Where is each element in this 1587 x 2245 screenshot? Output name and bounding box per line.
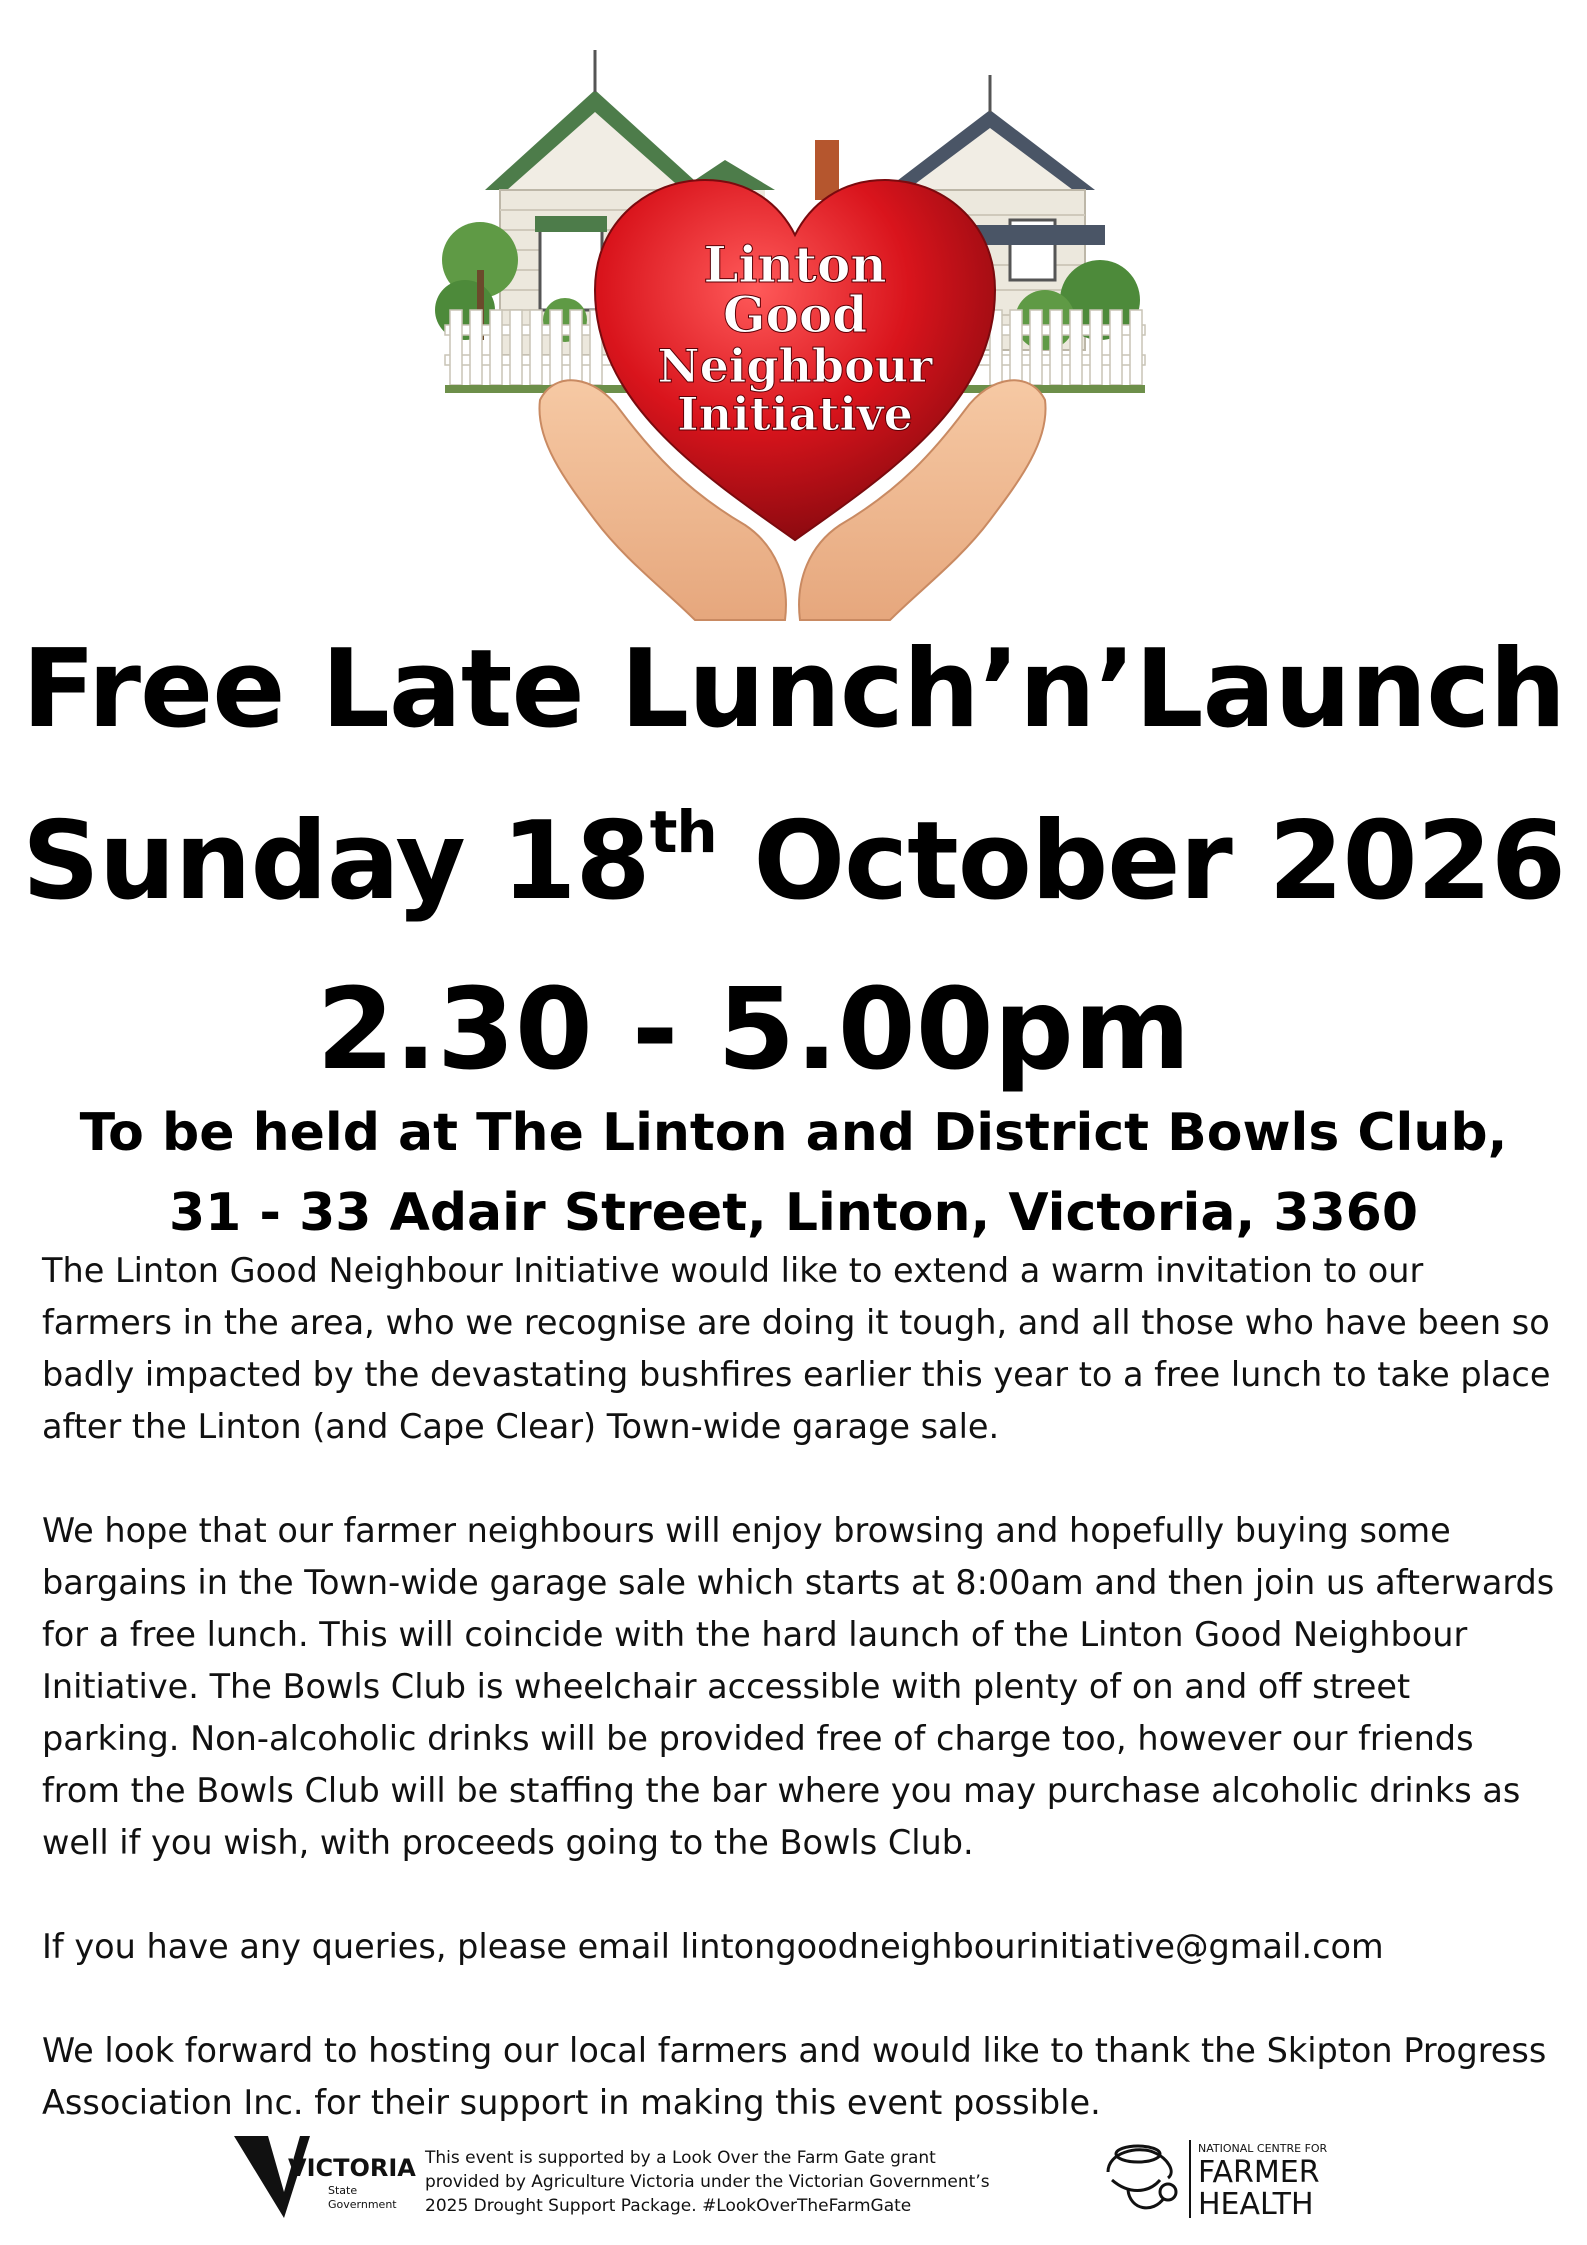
event-venue: To be held at The Linton and District Bowls Club,: [79, 1103, 1508, 1163]
body-paragraph-4: We look forward to hosting our local farmers and would like to thank the Skipton Progress Association Inc. for their support in making this event possible.: [42, 2031, 1547, 2122]
event-date-suffix: th: [649, 798, 717, 866]
event-title: Free Late Lunch’n’Launch: [21, 627, 1566, 752]
event-time: 2.30 - 5.00pm: [316, 965, 1191, 1095]
ncfh-health: HEALTH: [1198, 2187, 1314, 2222]
victoria-government-logo: [232, 2134, 416, 2218]
body-paragraph-3: If you have any queries, please email lintongoodneighbourinitiative@gmail.com: [42, 1927, 1384, 1966]
footer: [0, 2118, 1587, 2238]
vic-logo-text: VICTORIA: [288, 2154, 416, 2182]
grant-line-2: provided by Agriculture Victoria under the Victorian Government’s: [425, 2172, 990, 2192]
vic-state: State: [328, 2184, 358, 2197]
logo-line-3: Neighbour: [657, 339, 933, 393]
logo-line-2: Good: [722, 285, 868, 344]
national-centre-farmer-health-logo: [1098, 2132, 1358, 2222]
linton-good-neighbour-logo: [445, 20, 1145, 630]
vic-government: Government: [328, 2198, 397, 2211]
farmer-stethoscope-icon: [1108, 2146, 1176, 2208]
body-paragraph-2: We hope that our farmer neighbours will enjoy browsing and hopefully buying some bargains in the Town-wide garage sale which starts at 8:00am and then join us afterwards for a free lunch. This will coincide with the hard launch of the Linton Good Neighbour Initiative. The Bowls Club is wheelchair accessible with plenty of on and off street parking. Non-alcoholic drinks will be provided free of charge too, however our friends from the Bowls Club will be staffing the bar where you may purchase alcoholic drinks as well if you wish, with proceeds going to the Bowls Club.: [42, 1511, 1555, 1862]
grant-line-1: This event is supported by a Look Over the Farm Gate grant: [425, 2148, 936, 2168]
invitation-body: [42, 1245, 1557, 2181]
logo-line-1: Linton: [703, 235, 887, 294]
body-paragraph-1: The Linton Good Neighbour Initiative would like to extend a warm invitation to our farmers in the area, who we recognise are doing it tough, and all those who have been so badly impacted by the devastating bushfires earlier this year to a free lunch to take place after the Linton (and Cape Clear) Town-wide garage sale.: [42, 1251, 1551, 1446]
event-address: 31 - 33 Adair Street, Linton, Victoria, 3360: [168, 1183, 1419, 1243]
grant-statement: [425, 2146, 1085, 2218]
ncfh-small: NATIONAL CENTRE FOR: [1198, 2142, 1328, 2155]
event-date-day: Sunday 18: [21, 799, 650, 924]
logo-line-4: Initiative: [677, 387, 913, 441]
event-date-rest: October 2026: [716, 799, 1565, 924]
event-date: [0, 792, 1587, 932]
ncfh-farmer: FARMER: [1198, 2155, 1320, 2190]
grant-line-3: 2025 Drought Support Package. #LookOverTheFarmGate: [425, 2196, 912, 2216]
